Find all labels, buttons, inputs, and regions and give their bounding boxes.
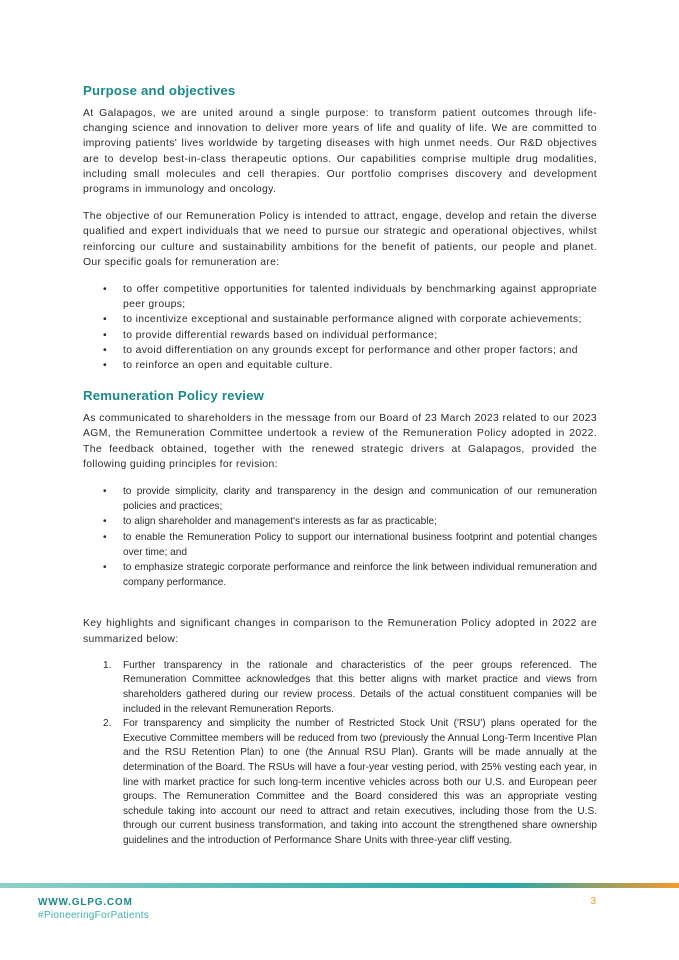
review-paragraph-2: Key highlights and significant changes in comparison to the Remuneration Policy adopted in 2022 are summarized below: — [83, 618, 597, 645]
list-item: 1. Further transparency in the rationale and characteristics of the peer groups referenced. The Remuneration Committee acknowledges that this better aligns with market practice and views from shareholders gathered during our review process. Details of the actual constituent companies will be included in the relevant Remuneration Reports. — [103, 659, 597, 715]
bullet-icon: • — [103, 531, 107, 543]
website-link[interactable]: WWW.GLPG.COM — [38, 897, 133, 908]
bullet-icon: • — [103, 562, 107, 574]
page-content — [83, 82, 597, 849]
footer — [38, 896, 149, 922]
list-item: • to emphasize strategic corporate performance and reinforce the link between individual remuneration and company performance. — [103, 562, 597, 589]
list-item: • to incentivize exceptional and sustainable performance aligned with corporate achievements; — [83, 312, 597, 327]
list-item: • to provide differential rewards based on individual performance; — [83, 328, 597, 343]
guiding-principles-list — [83, 484, 597, 590]
bullet-icon: • — [103, 486, 107, 498]
section-heading-review: Remuneration Policy review — [83, 388, 265, 404]
bullet-icon: • — [103, 344, 107, 356]
list-item: • to reinforce an open and equitable culture. — [83, 358, 597, 373]
section-heading-purpose: Purpose and objectives — [83, 83, 236, 98]
key-highlights-list — [83, 659, 597, 849]
bullet-icon: • — [103, 516, 107, 528]
footer-divider — [0, 883, 679, 888]
review-paragraph-1: As communicated to shareholders in the message from our Board of 23 March 2023 related to our 2023 AGM, the Remuneration Committee undertook a review of the Remuneration Policy adopted in 2022. The feedback obtained, together with the renewed strategic drivers at Galapagos, provided the following guiding principles for revision: — [83, 413, 597, 470]
remuneration-goals-list — [83, 282, 597, 373]
page-number: 3 — [590, 896, 596, 907]
list-item: • to enable the Remuneration Policy to support our international business footprint and potential changes over time; and — [103, 531, 597, 558]
bullet-icon: • — [103, 360, 107, 372]
hashtag: #PioneeringForPatients — [38, 910, 150, 921]
bullet-icon: • — [103, 284, 107, 296]
bullet-icon: • — [103, 314, 107, 326]
bullet-icon: • — [103, 329, 107, 341]
list-item: 2. For transparency and simplicity the number of Restricted Stock Unit ('RSU') plans operated for the Executive Committee members will be reduced from two (previously the Annual Long-Term Incentive Plan and the RSU Retention Plan) to one (the Annual RSU Plan). Grants will be made annually at the determination of the Board. The RSUs will have a four-year vesting period, with 25% vesting each year, in line with market practice for such long-term incentive vehicles across both our U.S. and European peer groups. The Remuneration Committee and the Board considered this was an appropriate vesting schedule taking into account our need to attract and retain executives, including those from the U.S. through our current business transformation, and taking into account the strengthened share ownership guidelines and the introduction of Performance Share Units with three-year cliff vesting. — [103, 718, 597, 847]
purpose-paragraph-1: At Galapagos, we are united around a single purpose: to transform patient outcomes through life-changing science and innovation to deliver more years of life and quality of life. We are committed to improving patients' lives worldwide by targeting diseases with high unmet needs. Our R&D objectives are to develop best-in-class therapeutic options. Our capabilities comprise multiple drug modalities, including small molecules and cell therapies. Our portfolio comprises discovery and development programs in immunology and oncology. — [83, 108, 597, 196]
list-item: • to offer competitive opportunities for talented individuals by benchmarking against appropriate peer groups; — [103, 284, 597, 311]
list-item: • to avoid differentiation on any grounds except for performance and other proper factors; and — [83, 343, 597, 358]
list-item: • to provide simplicity, clarity and transparency in the design and communication of our remuneration policies and practices; — [103, 486, 597, 513]
list-item: • to align shareholder and management's interests as far as practicable; — [83, 514, 597, 529]
purpose-paragraph-2: The objective of our Remuneration Policy is intended to attract, engage, develop and retain the diverse qualified and expert individuals that we need to pursue our strategic and operational objectives, whilst reinforcing our culture and sustainability ambitions for the benefit of patients, our people and planet. Our specific goals for remuneration are: — [83, 211, 597, 268]
